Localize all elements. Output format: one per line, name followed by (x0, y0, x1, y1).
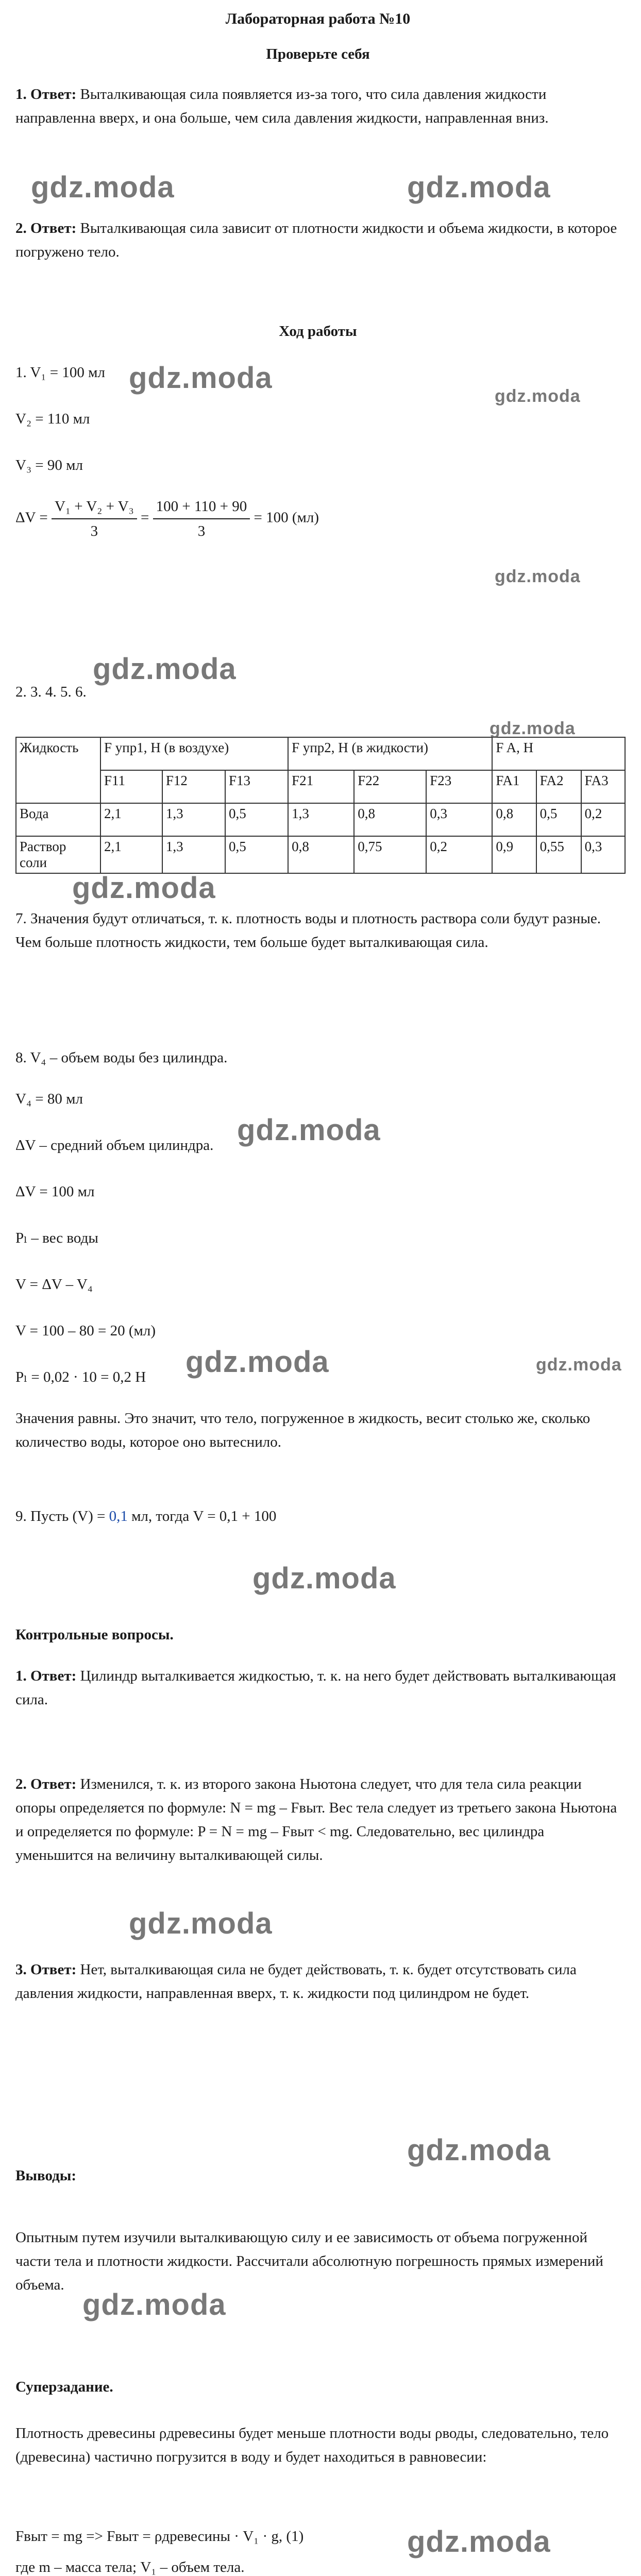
step1-v2: V₂ = 110 мл (15, 411, 90, 427)
table-header-liquid: Жидкость (16, 737, 100, 803)
table-cell: 1,3 (162, 803, 225, 836)
step8-l6: V = ΔV – V₄ (15, 1276, 93, 1293)
watermark: gdz.moda (407, 2525, 551, 2558)
step8-l8: Pₗ = 0,02 · 10 = 0,2 Н (15, 1369, 146, 1385)
answer-text: Выталкивающая сила зависит от плотности жидкости и объема жидкости, в которое погружено тело. (15, 220, 617, 260)
control-answer-1: 1. Ответ: Цилиндр выталкивается жидкостью, т. к. на него будет действовать выталкивающая сила. (15, 1668, 616, 1708)
step8-l4: ΔV = 100 мл (15, 1183, 95, 1200)
table-cell: 2,1 (100, 836, 162, 873)
table-cell: 0,2 (426, 836, 492, 873)
step8-l1: 8. V₄ – объем воды без цилиндра. (15, 1049, 228, 1066)
table-cell: 0,2 (581, 803, 625, 836)
table-row (16, 803, 625, 836)
watermark: gdz.moda (407, 2133, 551, 2167)
answer-number: 2. Ответ: (15, 220, 77, 236)
step1-dv-formula: ΔV = $\frac{\text{V₁ + V₂ + V₃}}{3}$ = $\frac{100 + 110 + 90}{3}$ = 100 (мл) (15, 495, 620, 543)
watermark: gdz.moda (129, 1907, 273, 1940)
watermark: gdz.moda (490, 719, 576, 738)
control-heading: Контрольные вопросы. (15, 1626, 174, 1643)
table-cell-name: Вода (16, 803, 100, 836)
conclusions-text: Опытным путем изучили выталкивающую силу и ее зависимость от объема погруженной части тела и плотности жидкости. Рассчитали абсолютную погрешность прямых измерений объема. (15, 2229, 603, 2293)
table-subheader: F13 (225, 770, 288, 803)
table-cell: 0,3 (581, 836, 625, 873)
watermark: gdz.moda (237, 1113, 381, 1147)
watermark: gdz.moda (72, 871, 216, 905)
table-header-fa: F A, Н (492, 737, 625, 770)
table-cell: 1,3 (288, 803, 354, 836)
table-header-f2: F упр2, Н (в жидкости) (288, 737, 492, 770)
watermark: gdz.moda (252, 1562, 396, 1595)
table-subheader: F11 (100, 770, 162, 803)
table-cell: 0,55 (536, 836, 581, 873)
dv-fraction-2: $\frac{100 + 110 + 90}{3}$ (153, 495, 250, 543)
work-heading: Ход работы (279, 323, 357, 340)
table-cell: 0,9 (492, 836, 536, 873)
watermark: gdz.moda (407, 171, 551, 204)
table-subheader: FA3 (581, 770, 625, 803)
dv-lhs: ΔV = (15, 509, 48, 526)
table-cell: 0,5 (225, 803, 288, 836)
watermark: gdz.moda (495, 386, 581, 406)
control-answer-3: 3. Ответ: Нет, выталкивающая сила не будет действовать, т. к. будет отсутствовать сила давления жидкости, направленная вверх, т. к. жидкости под цилиндром не будет. (15, 1961, 577, 2002)
watermark: gdz.moda (31, 171, 175, 204)
step9-value: 0,1 (109, 1508, 128, 1524)
answer-number: 1. Ответ: (15, 86, 77, 103)
table-cell: 0,8 (492, 803, 536, 836)
table-cell: 0,3 (426, 803, 492, 836)
super-p1: Плотность древесины ρдревесины будет меньше плотности воды ρводы, следовательно, тело (древесина) частично погрузится в воду и будет находиться в равновесии: (15, 2425, 609, 2465)
step9: 9. Пусть (V) = 0,1 мл, тогда V = 0,1 + 100 (15, 1508, 277, 1524)
table-cell: 0,75 (354, 836, 426, 873)
table-cell: 0,8 (354, 803, 426, 836)
step1-v1: 1. V₁ = 100 мл (15, 364, 105, 381)
table-cell: 1,3 (162, 836, 225, 873)
table-header-f1: F упр1, Н (в воздухе) (100, 737, 288, 770)
watermark: gdz.moda (129, 361, 273, 395)
watermark: gdz.moda (536, 1355, 622, 1375)
intro-answer-1 (15, 82, 620, 130)
table-subheader: FA2 (536, 770, 581, 803)
measurements-table (15, 737, 626, 874)
table-cell: 0,5 (536, 803, 581, 836)
conclusions-heading: Выводы: (15, 2167, 77, 2184)
step8-l3: ΔV – средний объем цилиндра. (15, 1137, 214, 1154)
super-f1-note: где m – масса тела; V₁ – объем тела. (15, 2559, 245, 2575)
step8-l2: V₄ = 80 мл (15, 1091, 83, 1107)
watermark: gdz.moda (93, 652, 237, 686)
super-heading: Суперзадание. (15, 2379, 113, 2395)
table-cell: 0,5 (225, 836, 288, 873)
table-subheader: F21 (288, 770, 354, 803)
step1-v3: V₃ = 90 мл (15, 457, 83, 473)
control-answer-2: 2. Ответ: Изменился, т. к. из второго закона Ньютона следует, что для тела сила реакции опоры определяется по формуле: N = mg – Fвыт. Вес тела следует из третьего закона Ньютона и определяется по формуле: P = N = mg – Fвыт < mg. Следовательно, вес цилиндра уменьшится на величину выталкивающей силы. (15, 1776, 617, 1863)
watermark: gdz.moda (495, 567, 581, 586)
page-title: Лабораторная работа №10 (225, 10, 411, 27)
super-f1: Fвыт = mg => Fвыт = ρдревесины · V₁ · g, (1) (15, 2528, 304, 2545)
dv-result: = 100 (мл) (254, 509, 319, 526)
step7-text: 7. Значения будут отличаться, т. к. плотность воды и плотность раствора соли будут разные. Чем больше плотность жидкости, тем больше будет выталкивающая сила. (15, 910, 601, 951)
step8-l9: Значения равны. Это значит, что тело, погруженное в жидкость, весит столько же, сколько количество воды, которое оно вытеснило. (15, 1410, 591, 1450)
table-cell-name: Раствор соли (16, 836, 100, 873)
watermark: gdz.moda (185, 1345, 329, 1379)
table-subheader: F22 (354, 770, 426, 803)
step8-l7: V = 100 – 80 = 20 (мл) (15, 1323, 156, 1339)
table-cell: 2,1 (100, 803, 162, 836)
table-row (16, 836, 625, 873)
intro-answer-2 (15, 216, 620, 264)
check-heading: Проверьте себя (266, 46, 370, 62)
answer-text: Выталкивающая сила появляется из-за того, что сила давления жидкости направленна вверх, и она больше, чем сила давления жидкости, направленная вниз. (15, 86, 549, 126)
table-cell: 0,8 (288, 836, 354, 873)
dv-fraction-1: $\frac{\text{V₁ + V₂ + V₃}}{3}$ (52, 495, 137, 543)
steps-label: 2. 3. 4. 5. 6. (15, 684, 87, 700)
step8-l5: Pₗ – вес воды (15, 1230, 98, 1246)
table-subheader: F12 (162, 770, 225, 803)
watermark: gdz.moda (82, 2288, 226, 2321)
table-subheader: FA1 (492, 770, 536, 803)
table-subheader: F23 (426, 770, 492, 803)
